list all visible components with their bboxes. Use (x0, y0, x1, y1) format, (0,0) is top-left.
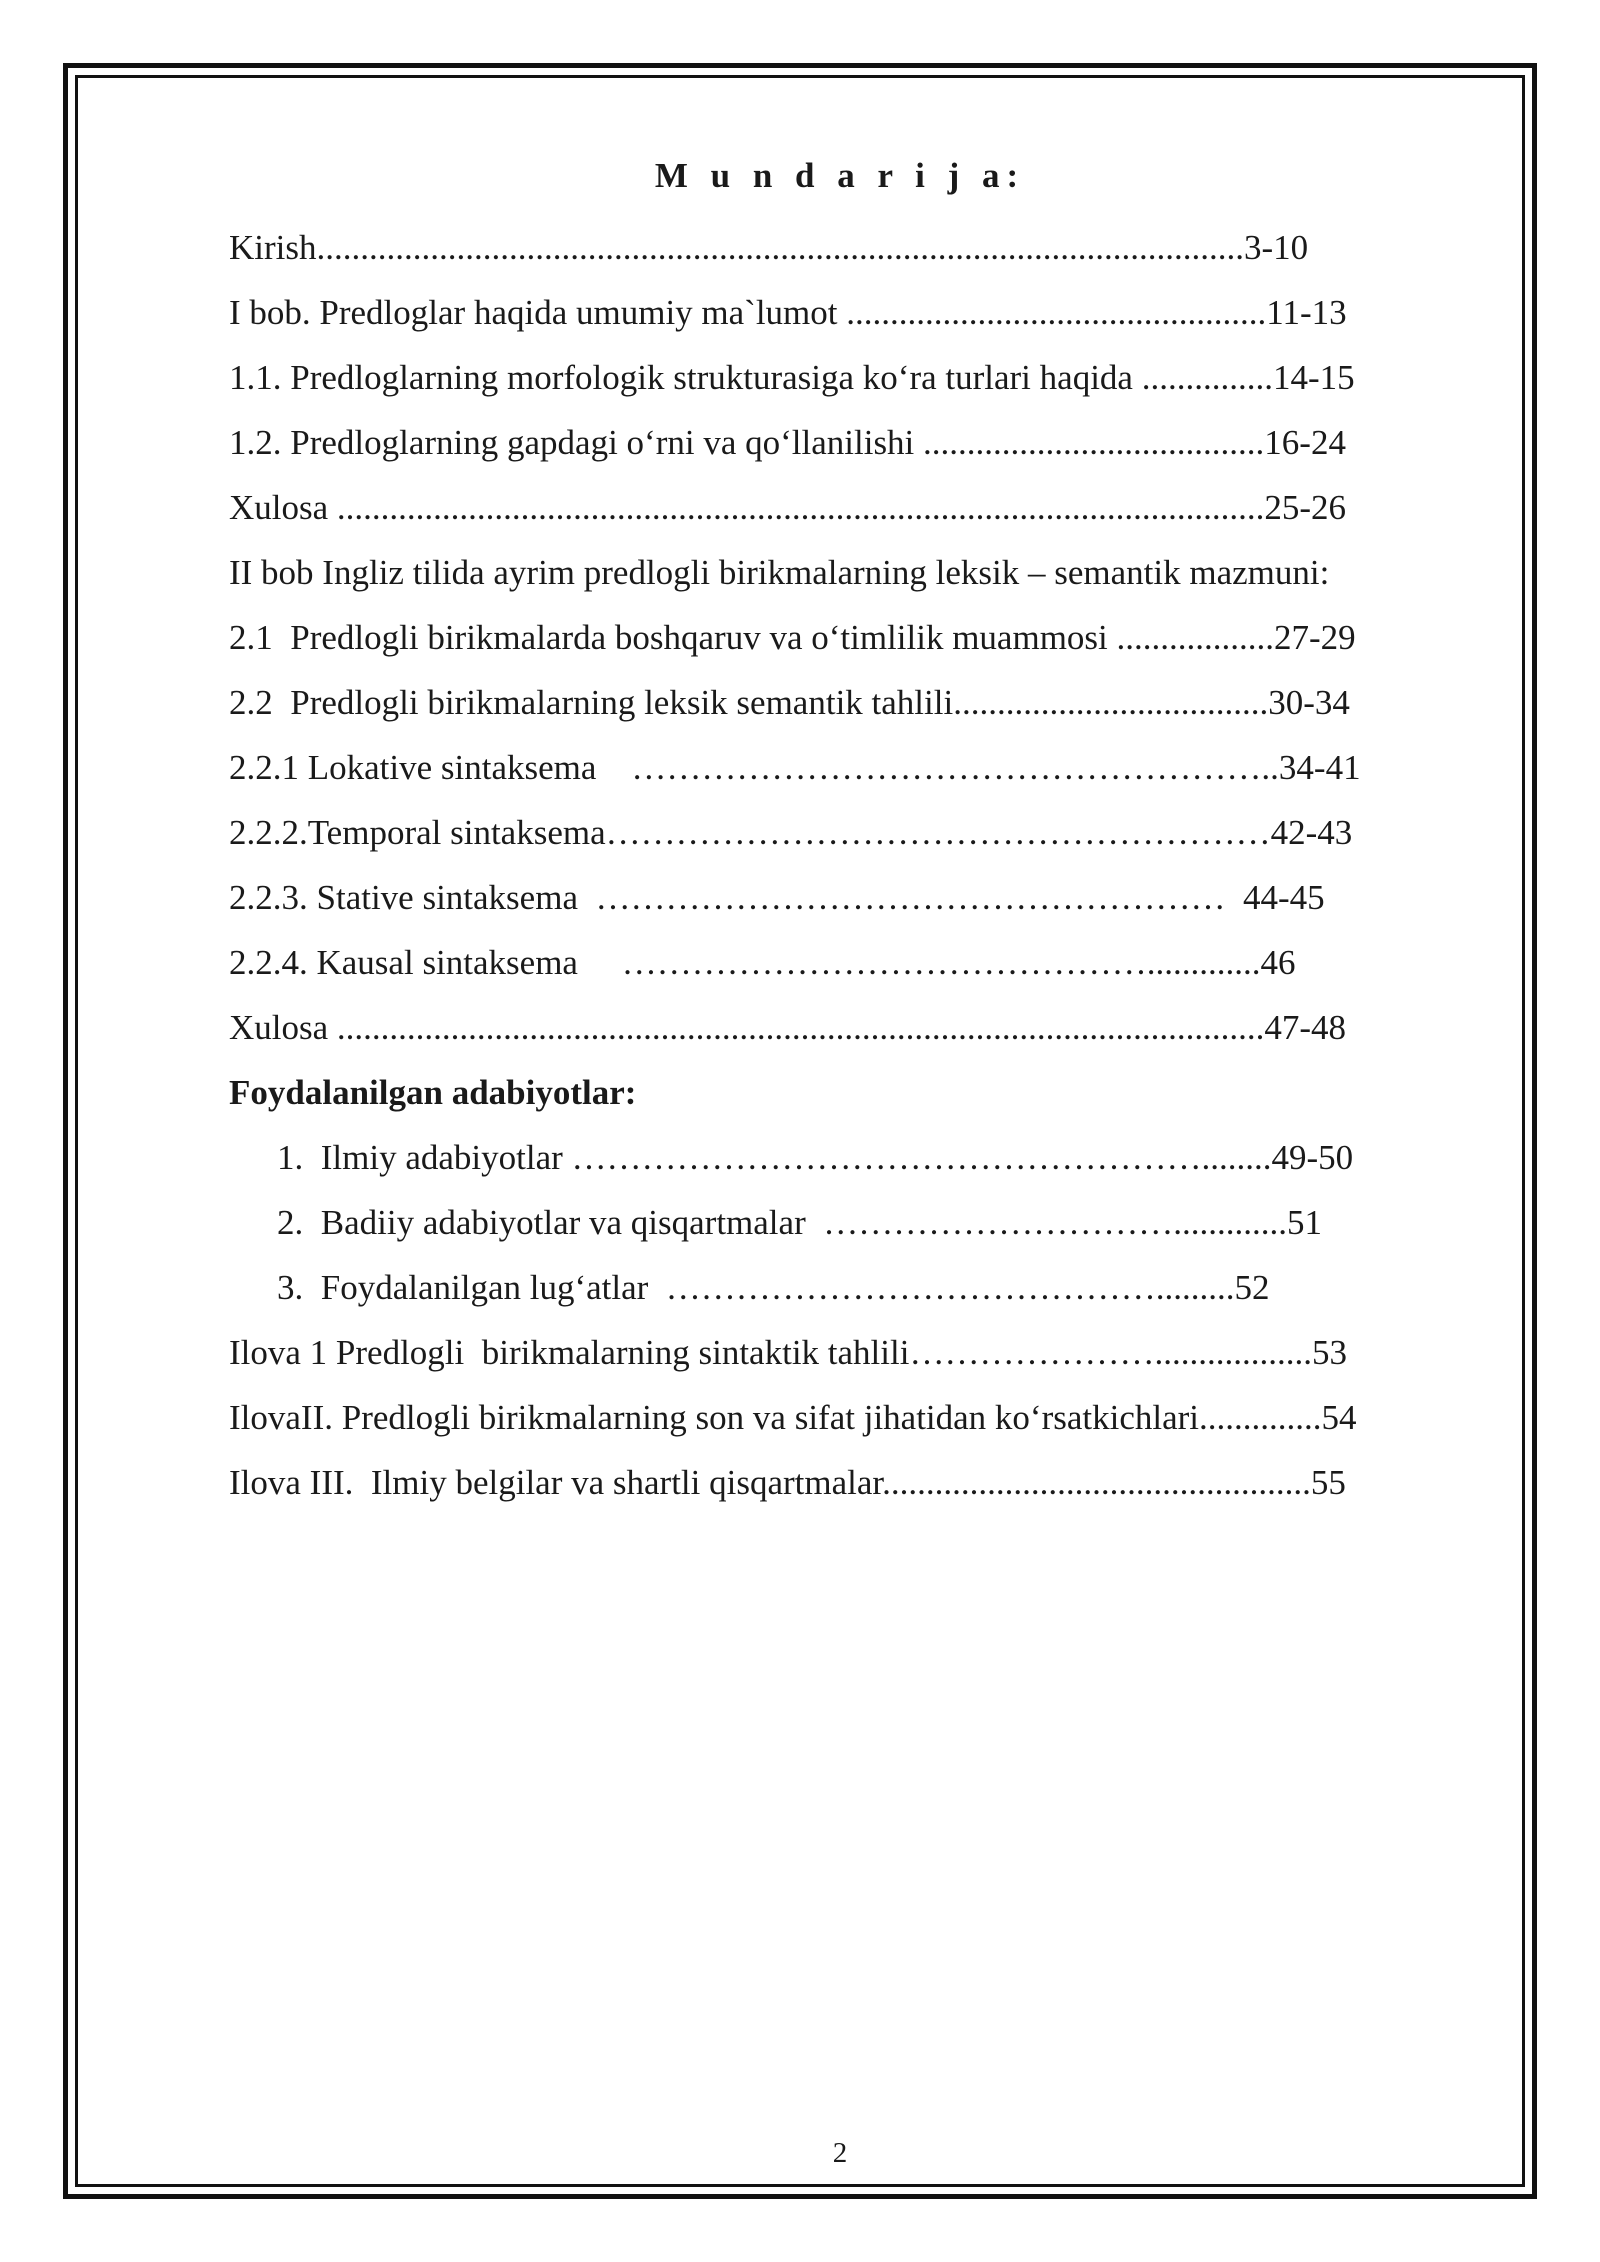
table-of-contents (229, 215, 1529, 1515)
toc-entry-appendix-3: Ilova III. Ilmiy belgilar va shartli qisqartmalar.................................................55 (229, 1463, 1346, 1502)
toc-entry-chapter-2: II bob Ingliz tilida ayrim predlogli birikmalarning leksik – semantik mazmuni: (229, 553, 1330, 592)
toc-entry-bibliography-2: 2. Badiiy adabiyotlar va qisqartmalar ………………………….............51 (277, 1203, 1322, 1242)
toc-entry-bibliography-3: 3. Foydalanilgan lug‘atlar …………………………………….........52 (277, 1268, 1270, 1307)
toc-entry-2-2-4: 2.2.4. Kausal sintaksema ……………………………………….............46 (229, 943, 1296, 982)
toc-entry-2-2-2: 2.2.2.Temporal sintaksema…………………………………………………42-43 (229, 813, 1353, 852)
toc-entry-2-2-3: 2.2.3. Stative sintaksema ……………………………………………… 44-45 (229, 878, 1325, 917)
table-of-contents-title: M u n d a r i j a: (654, 156, 1026, 195)
toc-entry-appendix-2: IlovaII. Predlogli birikmalarning son va sifat jihatidan ko‘rsatkichlari..............54 (229, 1398, 1357, 1437)
toc-entry-bibliography-1: 1. Ilmiy adabiyotlar ………………………………………………........49-50 (277, 1138, 1354, 1177)
toc-entry-1-1: 1.1. Predloglarning morfologik strukturasiga ko‘ra turlari haqida ...............14-15 (229, 358, 1355, 397)
page-number: 2 (832, 2137, 848, 2169)
toc-entry-xulosa-1: Xulosa ..........................................................................................................25-26 (229, 488, 1347, 527)
toc-entry-chapter-1: I bob. Predloglar haqida umumiy ma`lumot ................................................11-13 (229, 293, 1347, 332)
toc-entry-xulosa-2: Xulosa ..........................................................................................................47-48 (229, 1008, 1347, 1047)
toc-entry-kirish: Kirish..........................................................................................................3-10 (229, 228, 1309, 267)
toc-entry-2-1: 2.1 Predlogli birikmalarda boshqaruv va o‘timlilik muammosi ..................27-29 (229, 618, 1356, 657)
toc-entry-1-2: 1.2. Predloglarning gapdagi o‘rni va qo‘llanilishi .......................................16-24 (229, 423, 1346, 462)
toc-entry-appendix-1: Ilova 1 Predlogli birikmalarning sintaktik tahlili…………………..................53 (229, 1333, 1347, 1372)
toc-entry-2-2-1: 2.2.1 Lokative sintaksema ………………………………………………..34-41 (229, 748, 1361, 787)
toc-entry-2-2: 2.2 Predlogli birikmalarning leksik semantik tahlili....................................30-34 (229, 683, 1350, 722)
toc-entry-bibliography-heading: Foydalanilgan adabiyotlar: (229, 1073, 637, 1112)
